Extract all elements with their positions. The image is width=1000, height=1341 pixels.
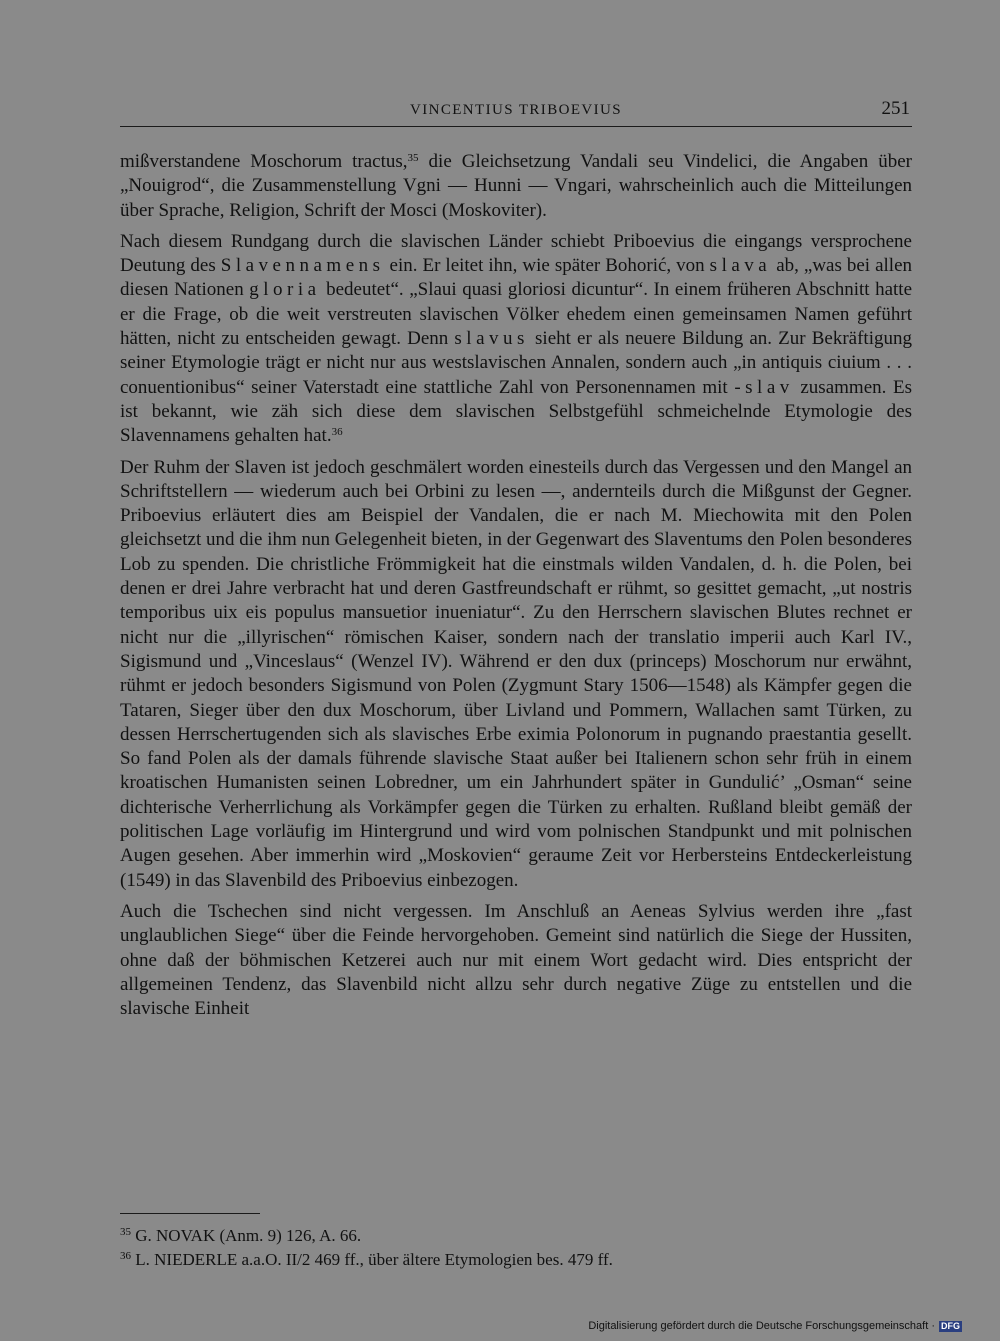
body-text xyxy=(120,150,912,1028)
footnote-ref-35: 35 xyxy=(407,152,419,164)
spaced-term-slav: -slav xyxy=(734,376,794,398)
footnote-35 xyxy=(120,1224,912,1248)
paragraph-text: die Gleichsetzung Vandali seu Vindelici, die Angaben über „Nouigrod“, die Zusammenstellung Vgni — Hunni — Vngari, wahrscheinlich auch die Mitteilungen über Sprache, Religion, Schrift der Mosci (Moskoviter). xyxy=(120,151,912,221)
paragraph-text: mißverstandene Moschorum tractus, xyxy=(120,151,408,172)
paragraph-text: zusammen. Es ist bekannt, wie zäh sich diese dem slavischen Selbstgefühl schmeichelnde Etymologie des Slavennamens gehalten hat. xyxy=(120,376,912,447)
footnote-36 xyxy=(120,1248,912,1272)
digitization-credit xyxy=(588,1320,962,1332)
paragraph-2 xyxy=(120,230,912,449)
paragraph-text: bedeutet“. „Slaui quasi gloriosi dicuntur“. In einem früheren Abschnitt hatte er die Frage, ob die weit verstreuten slavischen Völker ehedem einen gemeinsamen Namen geführt hätten, nicht zu entscheiden gewagt. Denn xyxy=(120,279,912,350)
spaced-term-gloria: gloria xyxy=(249,279,321,301)
footnote-text: G. NOVAK (Anm. 9) 126, A. 66. xyxy=(131,1226,362,1245)
footnote-text: L. NIEDERLE a.a.O. II/2 469 ff., über ältere Etymologien bes. 479 ff. xyxy=(131,1250,613,1269)
paragraph-4: Auch die Tschechen sind nicht vergessen. Im Anschluß an Aeneas Sylvius werden ihre „fast unglaublichen Siege“ über die Feinde hervorgehoben. Gemeint sind natürlich die Siege der Hussiten, ohne daß der böhmischen Ketzerei auch nur mit einem Wort gedacht wird. Dies entspricht der allgemeinen Tendenz, das Slavenbild nicht allzu sehr durch negative Züge zu entstellen und die slavische Einheit xyxy=(120,900,912,1020)
footnotes xyxy=(120,1224,912,1272)
footnote-number: 35 xyxy=(120,1226,131,1238)
spaced-term-slavus: slavus xyxy=(454,328,529,350)
page-number: 251 xyxy=(881,98,910,119)
footnote-number: 36 xyxy=(120,1250,131,1262)
paragraph-text: ab, „was bei allen diesen Nationen xyxy=(120,255,913,301)
credit-text: Digitalisierung gefördert durch die Deutsche Forschungsgemeinschaft · xyxy=(588,1320,935,1332)
paragraph-text: ein. Er leitet ihn, wie später Bohorić, von xyxy=(384,255,710,277)
paragraph-3: Der Ruhm der Slaven ist jedoch geschmälert worden einesteils durch das Vergessen und den Mangel an Schriftstellern — wiederum auch bei Orbini zu lesen —, andernteils durch die Mißgunst der Gegner. Priboevius erläutert dies am Beispiel der Vandalen, die er nach M. Miechowita mit den Polen gleichsetzt und die ihm nun Gelegenheit bieten, in der Gegenwart des Slaventums den Polen besonderes Lob zu spenden. Die christliche Frömmigkeit hat die einstmals wilden Vandalen, d. h. die Polen, bei denen er drei Jahre verbracht hat und deren Gastfreundschaft er rühmt, so gesittet gemacht, „ut nostris temporibus uix eis populus mansuetior inueniatur“. Zu den Herrschern slavischen Blutes rechnet er nicht nur die „illyrischen“ römischen Kaiser, sondern nach der translatio imperii auch Karl IV., Sigismund und „Vinceslaus“ (Wenzel IV). Während er den dux (princeps) Moschorum nur erwähnt, rühmt er jedoch besonders Sigismund von Polen (Zygmunt Stary 1506—1548) als Kämpfer gegen die Tataren, Sieger über den dux Moschorum, über Livland und Pommern, Wallachen samt Türken, zu dessen Herrschertugenden sich als slavisches Erbe eximia Polonorum in pugnando praestantia gesellt. So fand Polen als der damals führende slavische Staat außer bei Italienern schon sehr früh in einem kroatischen Humanisten seinen Lobredner, um ein Jahrhundert später in Gundulić’ „Osman“ seine dichterische Verherrlichung als Vorkämpfer gegen die Türken zu erhalten. Rußland bleibt gemäß der politischen Lage vorläufig im Hintergrund und wird vom polnischen Standpunkt und mit polnischen Augen gesehen. Aber immerhin wird „Moskovien“ geraume Zeit vor Herbersteins Entdeckerleistung (1549) in das Slavenbild des Priboevius einbezogen. xyxy=(120,456,912,891)
paragraph-text: Nach diesem Rundgang durch die slavischen Länder schiebt Priboevius die eingangs versprochene Deutung des xyxy=(120,230,912,277)
spaced-term-slavennamens: Slavennamens xyxy=(220,255,385,277)
header-rule xyxy=(120,126,912,127)
footnote-ref-36: 36 xyxy=(331,426,343,439)
paragraph-text: sieht er als neuere Bildung an. Zur Bekräftigung seiner Etymologie trägt er nicht nur aus westslavischen Annalen, sondern auch „in antiquis ciuium . . . conuentionibus“ seiner Vaterstadt eine stattliche Zahl von Personennamen mit xyxy=(120,328,912,398)
paragraph-1 xyxy=(120,150,912,223)
footnote-rule xyxy=(120,1213,260,1214)
running-title: VINCENTIUS TRIBOEVIUS xyxy=(409,102,623,118)
page-header xyxy=(120,100,912,126)
dfg-logo: DFG xyxy=(941,1321,960,1331)
spaced-term-slava: slava xyxy=(709,255,772,277)
